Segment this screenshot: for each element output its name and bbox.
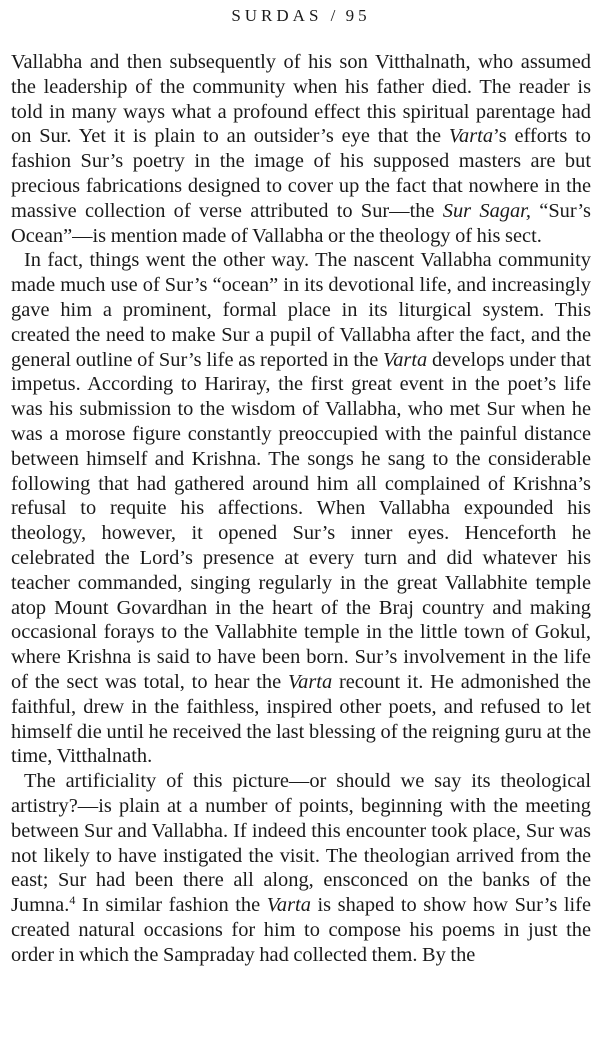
italic-title: Varta — [383, 348, 428, 371]
paragraph-1 — [11, 50, 591, 248]
text-run: ’s efforts to fashion Sur’s poetry in the image of his supposed masters are but precious fabrications designed to cover up the fact that nowhere in the massive collection of verse attributed to Sur—the — [11, 125, 591, 222]
italic-title: Sur Sagar, — [442, 199, 531, 222]
body-text — [11, 50, 591, 967]
italic-title: Varta — [266, 894, 311, 917]
header-separator: / — [330, 6, 338, 25]
text-run: Vallabha and then subsequently of his son Vitthalnath, who assumed the leadership of the community when his father died. The reader is told in many ways what a profound effect this spiritual parentage had on Sur. Yet it is plain to an outsider’s eye that the — [11, 51, 591, 148]
text-run: recount it. He admonished the faithful, drew in the faithless, inspired other poets, and refused to let himself die until he received the last blessing of the reigning guru at the time, Vitthalnath. — [11, 670, 591, 768]
footnote-reference[interactable]: 4 — [69, 893, 76, 908]
italic-title: Varta — [287, 670, 333, 693]
italic-title: Varta — [448, 125, 494, 148]
text-run: The artificiality of this picture—or should we say its theological artistry?—is plain at a number of points, beginning with the meeting between Sur and Vallabha. If indeed this encounter took place, Sur was not likely to have instigated the visit. The theologian arrived from the east; Sur had been there all along, ensconced on the banks of the Jumna. — [11, 770, 591, 917]
text-run: In similar fashion the — [75, 894, 267, 917]
text-run: In fact, things went the other way. The nascent Vallabha community made much use of Sur’s “ocean” in its devotional life, and increasingly gave him a prominent, formal place in its liturgical system. This created the need to make Sur a pupil of Vallabha after the fact, and the general outline of Sur’s life as reported in the — [11, 249, 591, 371]
text-run: is shaped to show how Sur’s life created natural occasions for him to compose his poems in just the order in which the Sampraday had collected them. By the — [11, 894, 591, 966]
running-header — [11, 0, 591, 30]
page-number: 95 — [345, 6, 371, 25]
paragraph-3 — [11, 769, 591, 967]
running-title: SURDAS — [231, 6, 323, 25]
paragraph-2 — [11, 248, 591, 769]
text-run: develops under that impetus. According to Hariray, the first great event in the poet’s life was his submission to the wisdom of Vallabha, who met Sur when he was a morose figure constantly preoccupied with the painful distance between himself and Krishna. The songs he sang to the considerable following that had gathered around him all complained of Krishna’s refusal to requite his affections. When Vallabha expounded his theology, however, it opened Sur’s inner eyes. Henceforth he celebrated the Lord’s presence at every turn and did whatever his teacher commanded, singing regularly in the great Vallabhite temple atop Mount Govardhan in the heart of the Braj country and making occasional forays to the Vallabhite temple in the little town of Gokul, where Krishna is said to have been born. Sur’s involvement in the life of the sect was total, to hear the — [11, 348, 591, 693]
text-run: “Sur’s Ocean”—is mention made of Vallabha or the theology of his sect. — [11, 199, 591, 247]
